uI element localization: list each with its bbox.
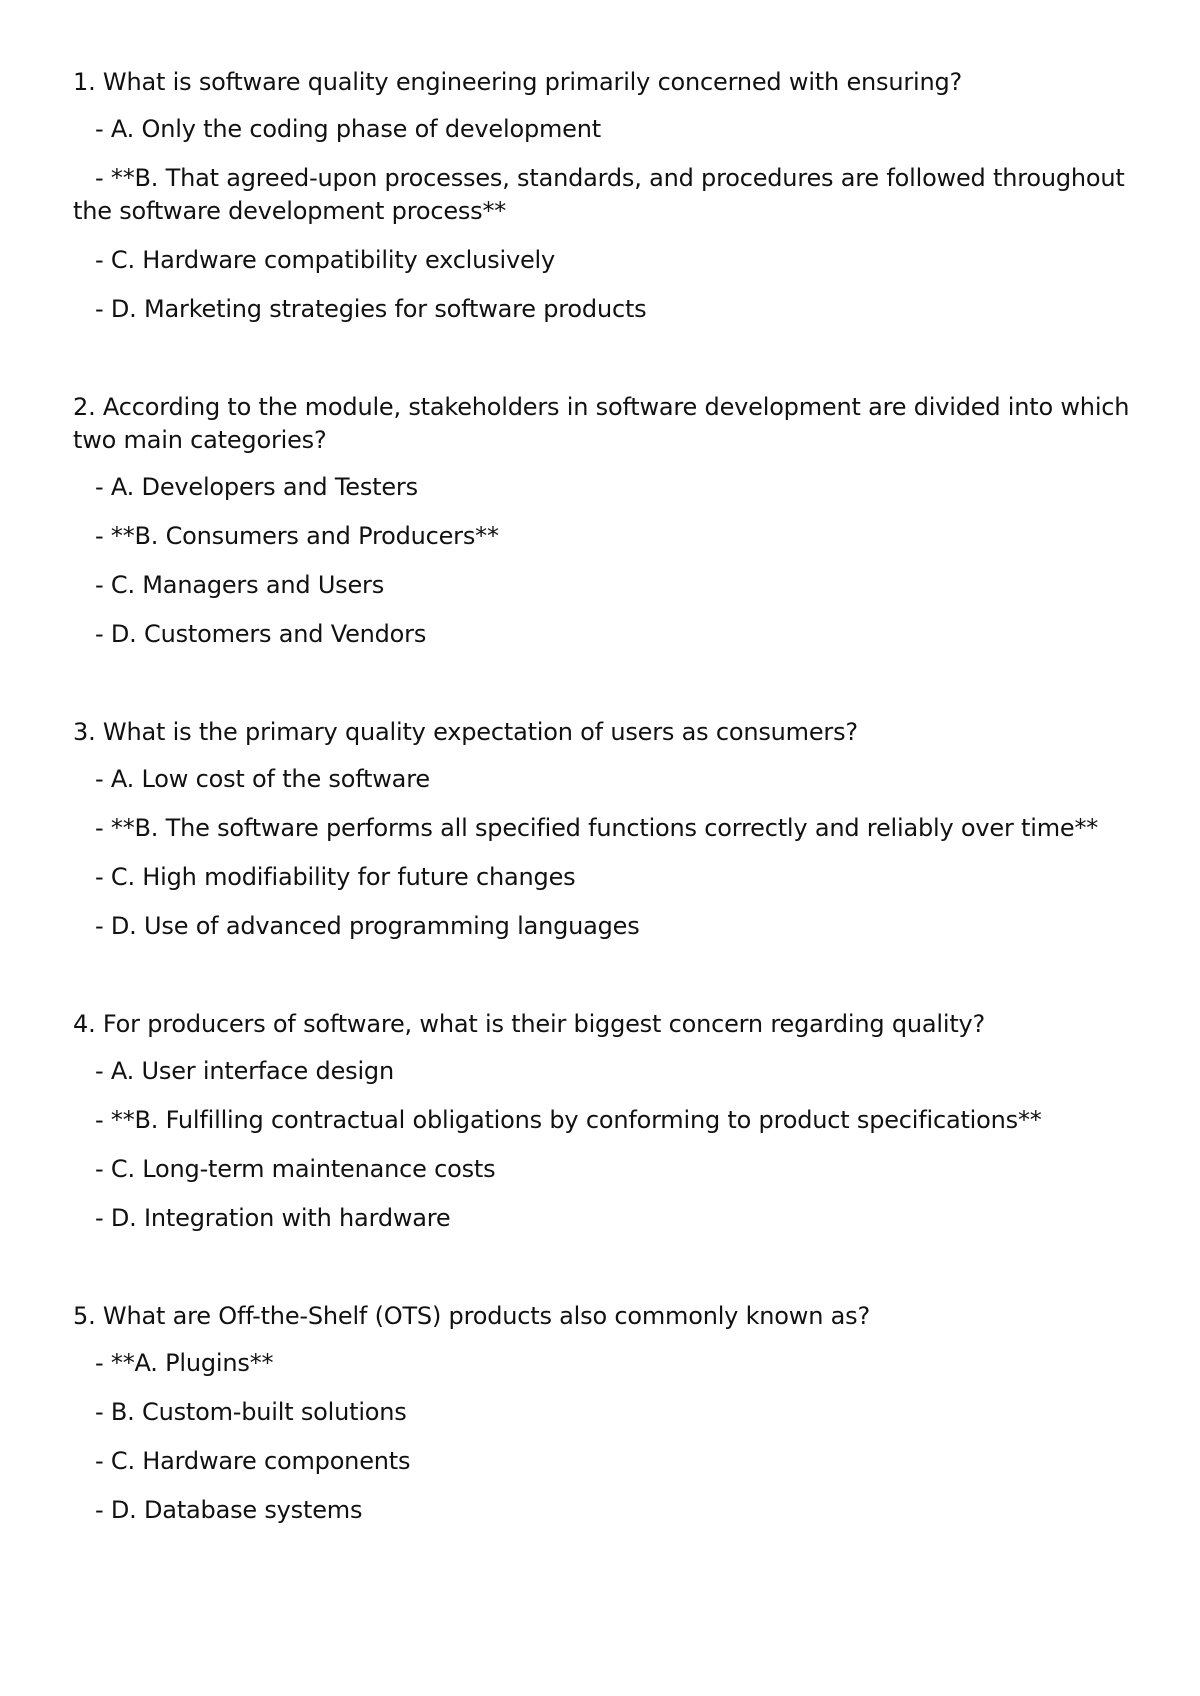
question-5-option-a: - **A. Plugins** (95, 1349, 274, 1377)
question-4 (73, 1008, 1153, 1235)
question-1-option-d: - D. Marketing strategies for software products (95, 295, 647, 323)
question-2-option-d: - D. Customers and Vendors (95, 620, 427, 648)
question-2-option-a: - A. Developers and Testers (95, 473, 418, 501)
question-2-option-c: - C. Managers and Users (95, 571, 385, 599)
question-5-text: 5. What are Off-the-Shelf (OTS) products also commonly known as? (73, 1302, 871, 1330)
question-spacer (73, 959, 1153, 1008)
question-5-option-c: - C. Hardware components (95, 1447, 411, 1475)
question-spacer (73, 1251, 1153, 1300)
question-4-text: 4. For producers of software, what is their biggest concern regarding quality? (73, 1010, 986, 1038)
question-3-option-c: - C. High modifiability for future changes (95, 863, 576, 891)
document-page (73, 66, 1153, 1543)
question-4-option-c: - C. Long-term maintenance costs (95, 1155, 496, 1183)
question-4-option-b: - **B. Fulfilling contractual obligations by conforming to product specifications** (95, 1106, 1042, 1134)
question-3-option-b: - **B. The software performs all specified functions correctly and reliably over time** (95, 814, 1099, 842)
question-3-text: 3. What is the primary quality expectation of users as consumers? (73, 718, 858, 746)
question-3-option-d: - D. Use of advanced programming languages (95, 912, 640, 940)
question-5-option-b: - B. Custom-built solutions (95, 1398, 407, 1426)
question-1-option-c: - C. Hardware compatibility exclusively (95, 246, 555, 274)
question-5 (73, 1300, 1153, 1527)
question-2-option-b: - **B. Consumers and Producers** (95, 522, 499, 550)
question-1-text: 1. What is software quality engineering primarily concerned with ensuring? (73, 68, 963, 96)
question-spacer (73, 667, 1153, 716)
question-4-option-d: - D. Integration with hardware (95, 1204, 451, 1232)
question-spacer (73, 342, 1153, 391)
question-2-text: 2. According to the module, stakeholders in software development are divided into which two main categories? (73, 393, 1130, 454)
question-2 (73, 391, 1153, 651)
question-4-option-a: - A. User interface design (95, 1057, 394, 1085)
question-5-option-d: - D. Database systems (95, 1496, 363, 1524)
question-1 (73, 66, 1153, 326)
question-1-option-a: - A. Only the coding phase of development (95, 115, 601, 143)
question-3-option-a: - A. Low cost of the software (95, 765, 430, 793)
question-3 (73, 716, 1153, 943)
question-1-option-b: - **B. That agreed-upon processes, standards, and procedures are followed throughout the software development process** (73, 164, 1133, 225)
